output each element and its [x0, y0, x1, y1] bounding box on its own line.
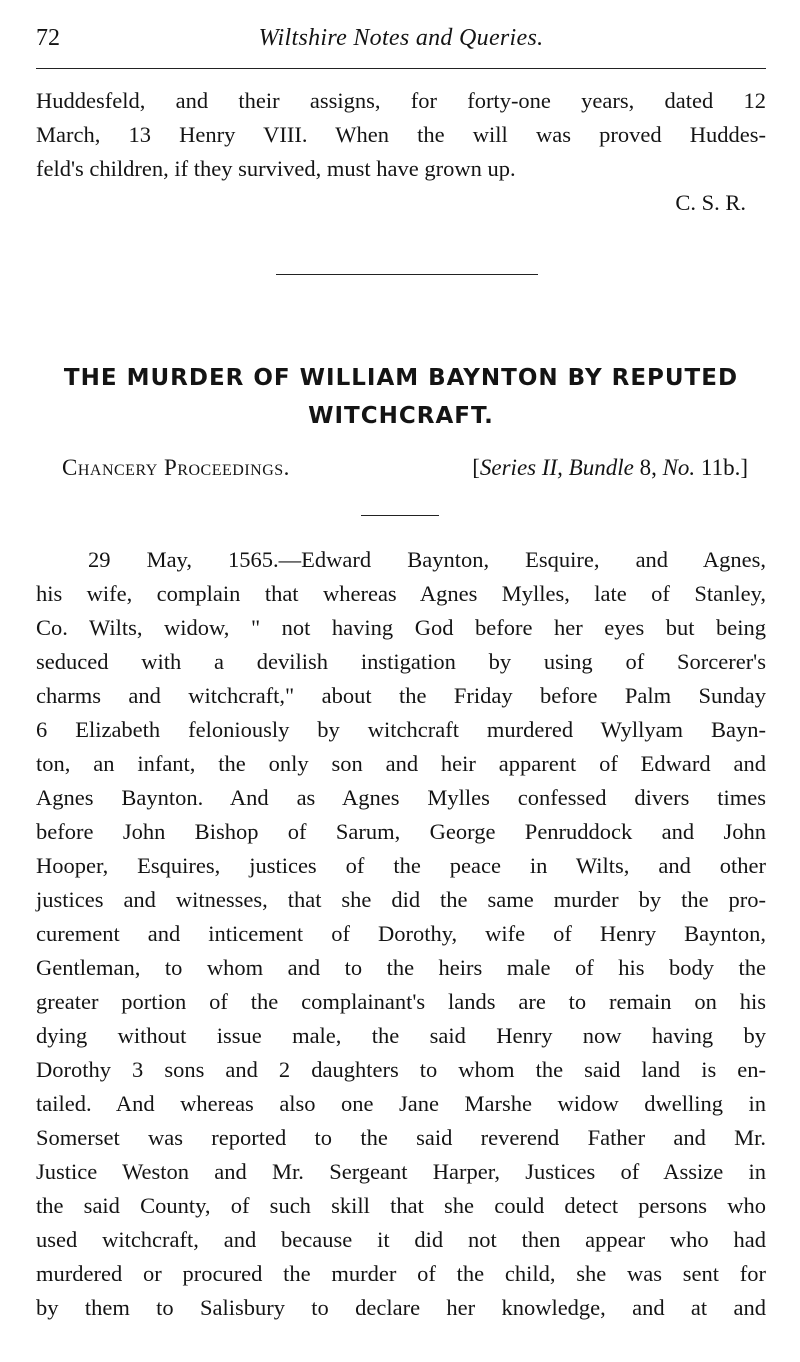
source-name: Chancery Proceedings. — [62, 455, 290, 480]
body-line: before John Bishop of Sarum, George Penruddock and John — [36, 819, 766, 844]
article-title-line-1: THE MURDER OF WILLIAM BAYNTON BY REPUTED — [63, 365, 739, 391]
body-line: justices and witnesses, that she did the same murder by the pro- — [36, 887, 766, 912]
body-line: Co. Wilts, widow, " not having God before her eyes but being — [36, 615, 766, 640]
previous-article-line: Huddesfeld, and their assigns, for forty-one years, dated 12 — [36, 88, 766, 113]
reference-number-label: No. — [662, 455, 696, 480]
page-number: 72 — [36, 25, 60, 51]
body-line: Hooper, Esquires, justices of the peace in Wilts, and other — [36, 853, 766, 878]
body-line: 6 Elizabeth feloniously by witchcraft murdered Wyllyam Bayn- — [36, 717, 766, 742]
reference-bundle-label: Bundle — [568, 455, 634, 480]
body-line: Agnes Baynton. And as Agnes Mylles confessed divers times — [36, 785, 766, 810]
body-line: 29 May, 1565.—Edward Baynton, Esquire, and Agnes, — [88, 547, 766, 572]
body-line: seduced with a devilish instigation by using of Sorcerer's — [36, 649, 766, 674]
bracket-close: ] — [740, 455, 748, 480]
header-rule — [36, 68, 766, 69]
body-line: ton, an infant, the only son and heir apparent of Edward and — [36, 751, 766, 776]
body-line: Somerset was reported to the said reverend Father and Mr. — [36, 1125, 766, 1150]
body-line: greater portion of the complainant's lands are to remain on his — [36, 989, 766, 1014]
section-divider — [276, 274, 538, 275]
previous-article-line: feld's children, if they survived, must have grown up. — [36, 156, 516, 181]
body-line: dying without issue male, the said Henry now having by — [36, 1023, 766, 1048]
bracket-open: [ — [472, 455, 480, 480]
body-line: used witchcraft, and because it did not then appear who had — [36, 1227, 766, 1252]
body-line: by them to Salisbury to declare her knowledge, and at and — [36, 1295, 766, 1320]
source-reference — [472, 450, 748, 486]
body-line: murdered or procured the murder of the child, she was sent for — [36, 1261, 766, 1286]
reference-series: Series II, — [479, 455, 563, 480]
running-title: Wiltshire Notes and Queries. — [258, 25, 544, 51]
running-head — [36, 18, 766, 58]
author-signature: C. S. R. — [675, 190, 746, 215]
body-line: Dorothy 3 sons and 2 daughters to whom the said land is en- — [36, 1057, 766, 1082]
previous-article-line: March, 13 Henry VIII. When the will was proved Huddes- — [36, 122, 766, 147]
reference-bundle-number: 8, — [639, 455, 657, 480]
body-line: Justice Weston and Mr. Sergeant Harper, Justices of Assize in — [36, 1159, 766, 1184]
body-line: curement and inticement of Dorothy, wife of Henry Baynton, — [36, 921, 766, 946]
title-divider — [361, 515, 439, 516]
body-line: his wife, complain that whereas Agnes Mylles, late of Stanley, — [36, 581, 766, 606]
body-line: the said County, of such skill that she could detect persons who — [36, 1193, 766, 1218]
body-line: charms and witchcraft," about the Friday before Palm Sunday — [36, 683, 766, 708]
article-title-line-2: WITCHCRAFT. — [308, 403, 494, 429]
body-line: Gentleman, to whom and to the heirs male of his body the — [36, 955, 766, 980]
source-line — [62, 450, 762, 486]
body-line: tailed. And whereas also one Jane Marshe widow dwelling in — [36, 1091, 766, 1116]
reference-number-value: 11b. — [700, 455, 741, 480]
